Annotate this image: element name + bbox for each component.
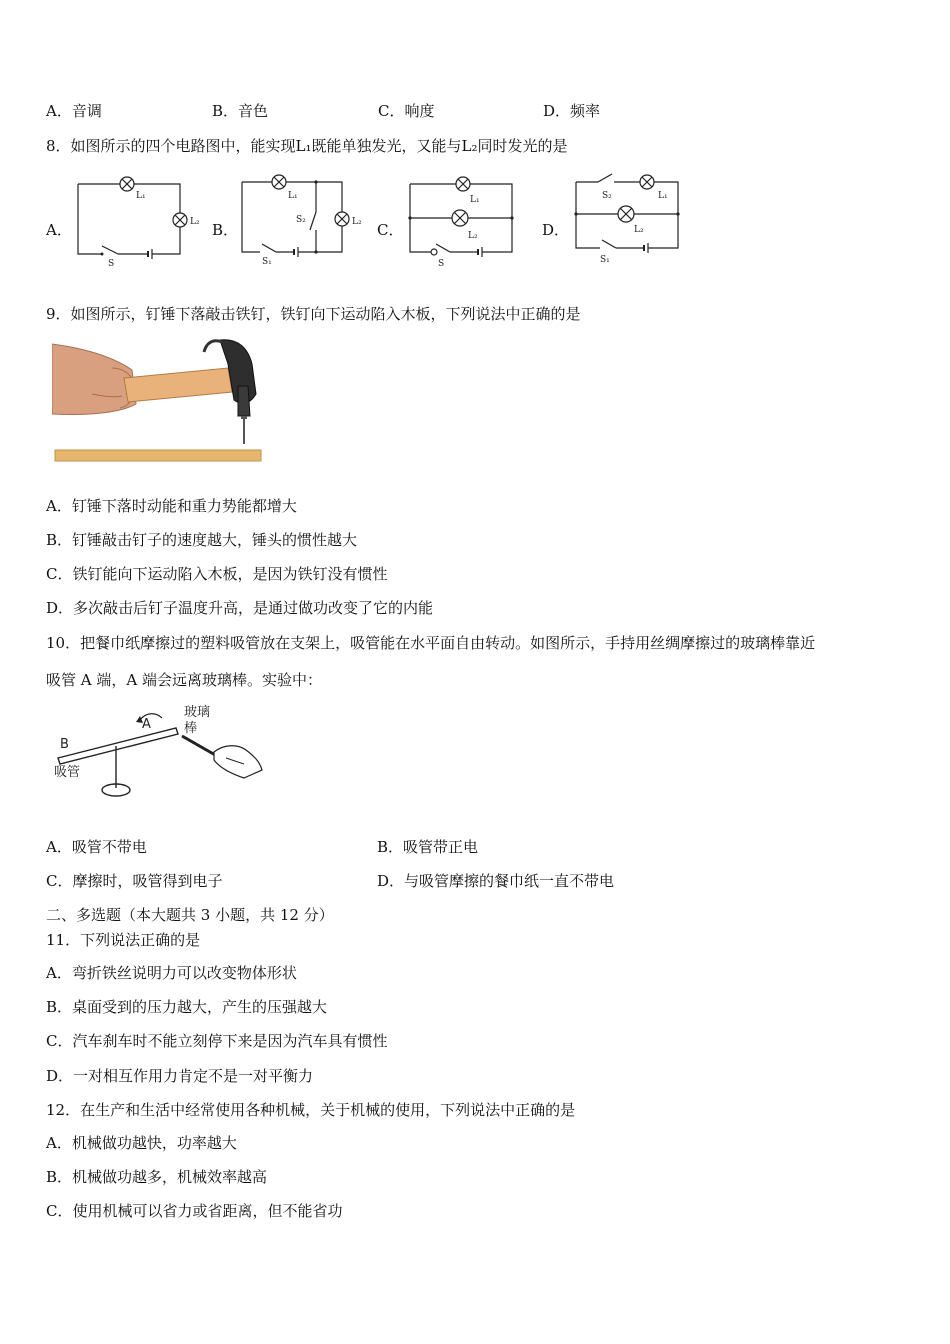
circuit-d-diagram bbox=[570, 168, 710, 268]
q8-option-c-letter: C． bbox=[377, 221, 404, 239]
q11-stem: 11．下列说法正确的是 bbox=[46, 931, 201, 949]
q11-option-a: A．弯折铁丝说明力可以改变物体形状 bbox=[46, 964, 297, 982]
q9-option-a: A．钉锤下落时动能和重力势能都增大 bbox=[46, 497, 297, 515]
q11-option-d: D．一对相互作用力肯定不是一对平衡力 bbox=[46, 1067, 314, 1085]
q8-option-a-letter: A． bbox=[46, 221, 72, 239]
q8-option-d-letter: D． bbox=[542, 221, 570, 239]
circuit-d-s2-label: S₂ bbox=[602, 191, 612, 201]
q7-option-b: B．音色 bbox=[212, 102, 269, 120]
q10-stem-line2: 吸管 A 端，A 端会远离玻璃棒。实验中： bbox=[46, 671, 322, 689]
q12-option-b: B．机械做功越多，机械效率越高 bbox=[46, 1168, 268, 1186]
circuit-b-s1-label: S₁ bbox=[262, 257, 272, 267]
circuit-a-l1-label: L₁ bbox=[136, 191, 146, 201]
q10-option-a: A．吸管不带电 bbox=[46, 838, 147, 856]
circuit-a-s-label: S bbox=[108, 259, 115, 268]
circuit-d-s1-label: S₁ bbox=[600, 255, 610, 265]
circuit-b-l2-label: L₂ bbox=[352, 217, 362, 227]
straw-end-b-label: B bbox=[60, 737, 69, 752]
circuit-b-diagram bbox=[236, 168, 376, 268]
circuit-d-l2-label: L₂ bbox=[634, 225, 644, 235]
q12-option-c: C．使用机械可以省力或省距离，但不能省功 bbox=[46, 1202, 343, 1220]
straw-glass-rod-figure bbox=[48, 700, 268, 810]
circuit-a-diagram bbox=[70, 168, 210, 268]
glass-rod-label-line2: 棒 bbox=[184, 721, 198, 736]
q8-option-b-letter: B． bbox=[212, 221, 239, 239]
straw-label: 吸管 bbox=[54, 765, 81, 780]
q10-option-c: C．摩擦时，吸管得到电子 bbox=[46, 872, 223, 890]
q12-option-a: A．机械做功越快，功率越大 bbox=[46, 1134, 237, 1152]
section2-heading: 二、多选题（本大题共 3 小题，共 12 分） bbox=[46, 906, 334, 924]
circuit-b-l1-label: L₁ bbox=[288, 191, 298, 201]
q7-options bbox=[46, 101, 916, 121]
q10-option-b: B．吸管带正电 bbox=[377, 838, 479, 856]
straw-end-a-label: A bbox=[142, 717, 151, 732]
circuit-c-l2-label: L₂ bbox=[468, 231, 478, 241]
circuit-d-l1-label: L₁ bbox=[658, 191, 668, 201]
q9-option-d: D．多次敲击后钉子温度升高，是通过做功改变了它的内能 bbox=[46, 599, 434, 617]
q9-option-c: C．铁钉能向下运动陷入木板，是因为铁钉没有惯性 bbox=[46, 565, 388, 583]
q11-option-c: C．汽车刹车时不能立刻停下来是因为汽车具有惯性 bbox=[46, 1032, 388, 1050]
q12-stem: 12．在生产和生活中经常使用各种机械，关于机械的使用，下列说法中正确的是 bbox=[46, 1101, 576, 1119]
q10-options-row2 bbox=[46, 871, 916, 891]
circuit-b-s2-label: S₂ bbox=[296, 215, 306, 225]
circuit-c-diagram bbox=[404, 168, 544, 268]
q10-options-row1 bbox=[46, 837, 916, 857]
q9-option-b: B．钉锤敲击钉子的速度越大，锤头的惯性越大 bbox=[46, 531, 358, 549]
hammer-nail-figure bbox=[52, 334, 264, 466]
q7-option-d: D．频率 bbox=[543, 102, 601, 120]
circuit-a-l2-label: L₂ bbox=[190, 217, 200, 227]
q10-option-d: D．与吸管摩擦的餐巾纸一直不带电 bbox=[377, 872, 615, 890]
q9-stem: 9．如图所示，钉锤下落敲击铁钉，铁钉向下运动陷入木板，下列说法中正确的是 bbox=[46, 305, 581, 323]
glass-rod-label-line1: 玻璃 bbox=[184, 705, 211, 720]
q7-option-a: A．音调 bbox=[46, 102, 102, 120]
q11-option-b: B．桌面受到的压力越大，产生的压强越大 bbox=[46, 998, 328, 1016]
q10-stem-line1: 10．把餐巾纸摩擦过的塑料吸管放在支架上，吸管能在水平面自由转动。如图所示，手持用丝绸摩擦过的玻璃棒靠近 bbox=[46, 634, 816, 652]
circuit-c-l1-label: L₁ bbox=[470, 195, 480, 205]
q8-stem: 8．如图所示的四个电路图中，能实现L₁既能单独发光，又能与L₂同时发光的是 bbox=[46, 137, 568, 155]
circuit-c-s-label: S bbox=[438, 259, 445, 268]
q7-option-c: C．响度 bbox=[378, 102, 435, 120]
